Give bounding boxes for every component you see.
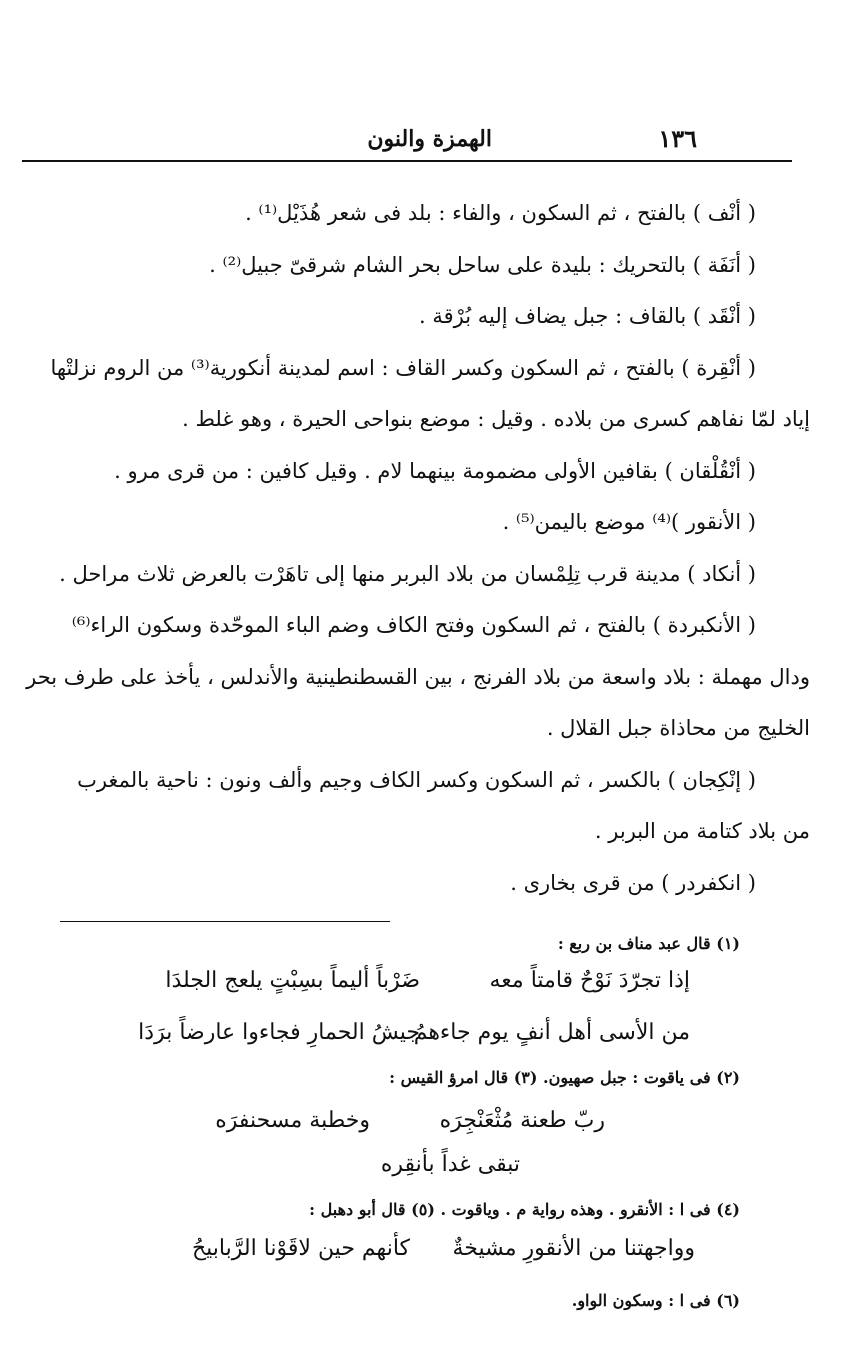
footnote-6: (٦) فى ا : وسكون الواو. [571, 1291, 740, 1310]
entry-line: ( الأنكبردة ) بالفتح ، ثم السكون وفتح الكاف وضم الباء الموحّدة وسكون الراء⁽⁶⁾ [71, 613, 756, 637]
entry-line: ( أنَفَة ) بالتحريك : بليدة على ساحل بحر الشام شرقىّ جبيل⁽²⁾ . [209, 252, 756, 277]
page-number: ١٣٦ [658, 124, 697, 153]
verse-hemistich: ضَرْباً أليماً بسِبْتٍ يلعج الجلدَا [165, 968, 420, 993]
verse-hemistich: إذا تجرّدَ نَوْحٌ قامتاً معه [489, 968, 690, 993]
footnote-2-3: (٢) فى ياقوت : جبل صهيون. (٣) قال امرؤ القيس : [389, 1068, 740, 1087]
verse-hemistich: جيشُ الحمارِ فجاءوا عارضاً برَدَا [138, 1020, 420, 1045]
verse-hemistich: كأنهم حين لاقَوْنا الرَّبابيحُ [191, 1236, 410, 1261]
footnote-1-intro: (١) قال عبد مناف بن ربع : [557, 934, 740, 953]
entry-line: ( إنْكِجان ) بالكسر ، ثم السكون وكسر الكاف وجيم وألف ونون : ناحية بالمغرب [77, 767, 756, 792]
verse-hemistich: وخطبة مسحنفرَه [215, 1108, 370, 1133]
header-rule [22, 160, 792, 162]
entry-line: ( أنْقُلْقان ) بقافين الأولى مضمومة بينهما لام . وقيل كافين : من قرى مرو . [114, 458, 756, 483]
verse-hemistich: من الأسى أهل أنفٍ يوم جاءهمُ [413, 1020, 690, 1045]
entry-line: ( أنْقِرة ) بالفتح ، ثم السكون وكسر القاف : اسم لمدينة أنكورية⁽³⁾ من الروم نزلتْها [50, 355, 756, 380]
entry-line: ( الأنقور )⁽⁴⁾ موضع باليمن⁽⁵⁾ . [502, 510, 756, 534]
entry-line: من بلاد كتامة من البربر . [594, 819, 810, 843]
verse-hemistich: تبقى غداً بأنقِره [380, 1152, 520, 1177]
verse-hemistich: ربّ طعنة مُثْعَنْجِرَه [439, 1108, 605, 1133]
entry-line: ( أنكاد ) مدينة قرب تِلِمْسان من بلاد البربر منها إلى تاهَرْت بالعرض ثلاث مراحل . [59, 561, 756, 586]
verse-hemistich: وواجهتنا من الأنقورِ مشيخةٌ [452, 1236, 695, 1261]
entry-line: إياد لمّا نفاهم كسرى من بلاده . وقيل : موضع بنواحى الحيرة ، وهو غلط . [182, 407, 810, 431]
entry-line: ( أنْف ) بالفتح ، ثم السكون ، والفاء : بلد فى شعر هُذَيْل⁽¹⁾ . [245, 201, 756, 225]
page-header [22, 120, 792, 160]
footnote-4-5: (٤) فى ا : الأنقرو . وهذه رواية م . وياقوت . (٥) قال أبو دهبل : [309, 1200, 740, 1219]
entry-line: ( انكفردر ) من قرى بخارى . [510, 870, 756, 895]
footnote-rule [60, 921, 390, 922]
entry-line: ( أنْقَد ) بالقاف : جبل يضاف إليه بُرْقة . [419, 304, 756, 328]
entry-line: ودال مهملة : بلاد واسعة من بلاد الفرنج ، بين القسطنطينية والأندلس ، يأخذ على طرف بحر [26, 664, 810, 689]
entry-line: الخليج من محاذاة جبل القلال . [546, 716, 810, 740]
running-title: الهمزة والنون [367, 126, 492, 152]
main-text [24, 188, 810, 909]
